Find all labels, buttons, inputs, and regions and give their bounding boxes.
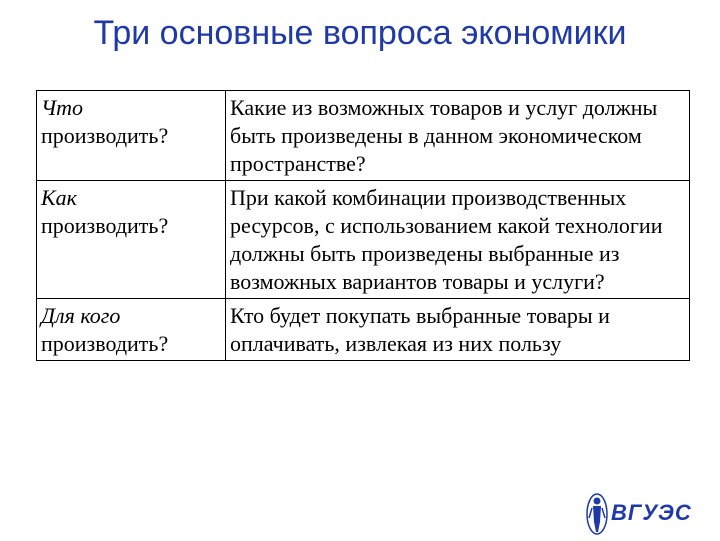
- table-row: [37, 91, 690, 181]
- table-row: [37, 181, 690, 299]
- question-verb: производить?: [41, 213, 169, 238]
- figure-emblem-icon: [585, 492, 609, 536]
- question-word: Для кого: [41, 303, 121, 328]
- answer-cell: При какой комбинации производственных ресурсов, с использованием какой технологии должны быть произведены выбранные из возможных вариантов товары и услуги?: [226, 181, 690, 299]
- questions-table: [36, 90, 690, 361]
- question-word: Что: [41, 95, 84, 120]
- question-cell: [37, 299, 226, 361]
- answer-cell: Какие из возможных товаров и услуг должны быть произведены в данном экономическом пространстве?: [226, 91, 690, 181]
- question-word: Как: [41, 185, 77, 210]
- page-title: Три основные вопроса экономики: [93, 14, 627, 52]
- logo-text: ВГУЭС: [611, 500, 692, 525]
- question-cell: [37, 181, 226, 299]
- question-verb: производить?: [41, 331, 169, 356]
- university-logo: [585, 492, 692, 536]
- question-cell: [37, 91, 226, 181]
- question-verb: производить?: [41, 123, 169, 148]
- table-row: [37, 299, 690, 361]
- answer-cell: Кто будет покупать выбранные товары и оплачивать, извлекая из них пользу: [226, 299, 690, 361]
